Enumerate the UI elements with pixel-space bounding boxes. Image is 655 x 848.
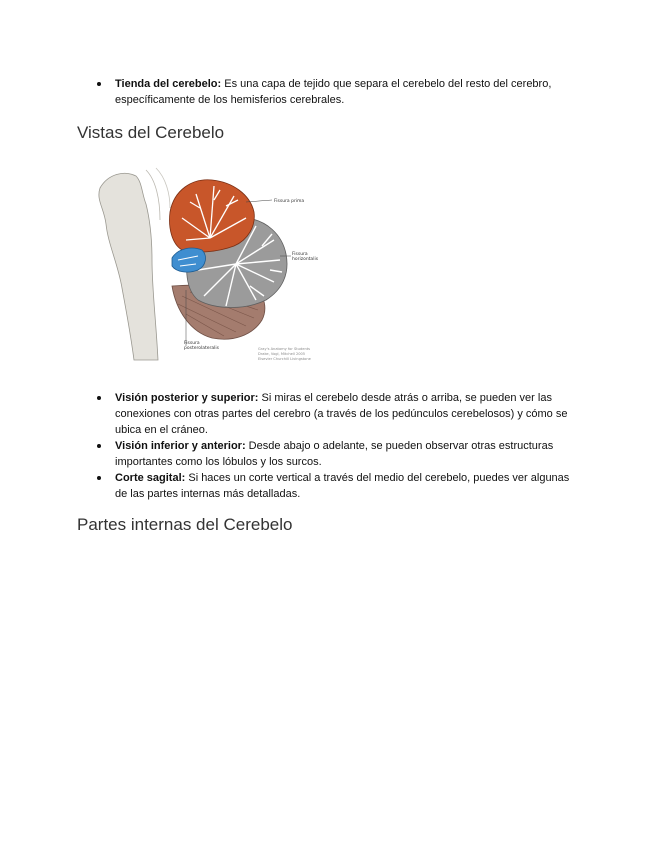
bullet-text: Desde abajo o adelante, se pueden observar otras estructuras importantes como los lóbulos y los surcos. xyxy=(115,440,554,468)
bullet-term: Visión inferior y anterior: xyxy=(115,440,246,452)
label-fissura-prima: Fissura prima xyxy=(274,199,305,204)
label-fissura-horizontalis-line1: Fissura xyxy=(292,252,308,257)
flocculonodular-lobe xyxy=(172,248,205,272)
bullet-dot xyxy=(97,82,101,86)
label-fissura-horizontalis-line2: horizontalis xyxy=(292,257,319,262)
figure-credit-line1: Gray's Anatomy for Students xyxy=(258,347,311,351)
section-heading-vistas: Vistas del Cerebelo xyxy=(77,123,225,142)
bullet-text: Si miras el cerebelo desde atrás o arriba, se pueden ver las conexiones con otras partes del cerebro (a través de los pedúnculos cerebelosos) y cómo se ubica en el cráneo. xyxy=(115,392,568,436)
brainstem-ridge xyxy=(156,168,170,208)
label-fissura-posterolateralis-line1: Fissura xyxy=(184,341,200,346)
list-item xyxy=(0,76,575,108)
bullet-text: Si haces un corte vertical a través del medio del cerebelo, puedes ver algunas de las partes internas más detalladas. xyxy=(115,472,570,500)
brainstem-shape xyxy=(99,173,158,360)
list-item xyxy=(0,390,575,438)
bullet-list-views xyxy=(0,390,575,502)
bullet-term: Corte sagital: xyxy=(115,472,186,484)
list-item xyxy=(0,470,575,502)
figure-credit-line3: Elsevier Churchill Livingstone xyxy=(258,357,311,361)
label-fissura-posterolateralis-line2: posterolateralis xyxy=(184,346,219,351)
figure-credit-line2: Drake, Vogl, Mitchell 2005 xyxy=(258,352,306,356)
bullet-dot xyxy=(97,476,101,480)
cerebellum-illustration xyxy=(86,160,336,370)
bullet-term: Visión posterior y superior: xyxy=(115,392,259,404)
bullet-dot xyxy=(97,444,101,448)
list-item xyxy=(0,438,575,470)
cerebellum-sagittal-figure xyxy=(86,160,336,370)
bullet-list-tentorium xyxy=(0,76,575,108)
section-heading-partes: Partes internas del Cerebelo xyxy=(77,515,293,534)
bullet-term: Tienda del cerebelo: xyxy=(115,78,222,90)
bullet-dot xyxy=(97,396,101,400)
bullet-text: Es una capa de tejido que separa el cerebelo del resto del cerebro, específicamente de los hemisferios cerebrales. xyxy=(115,78,552,106)
